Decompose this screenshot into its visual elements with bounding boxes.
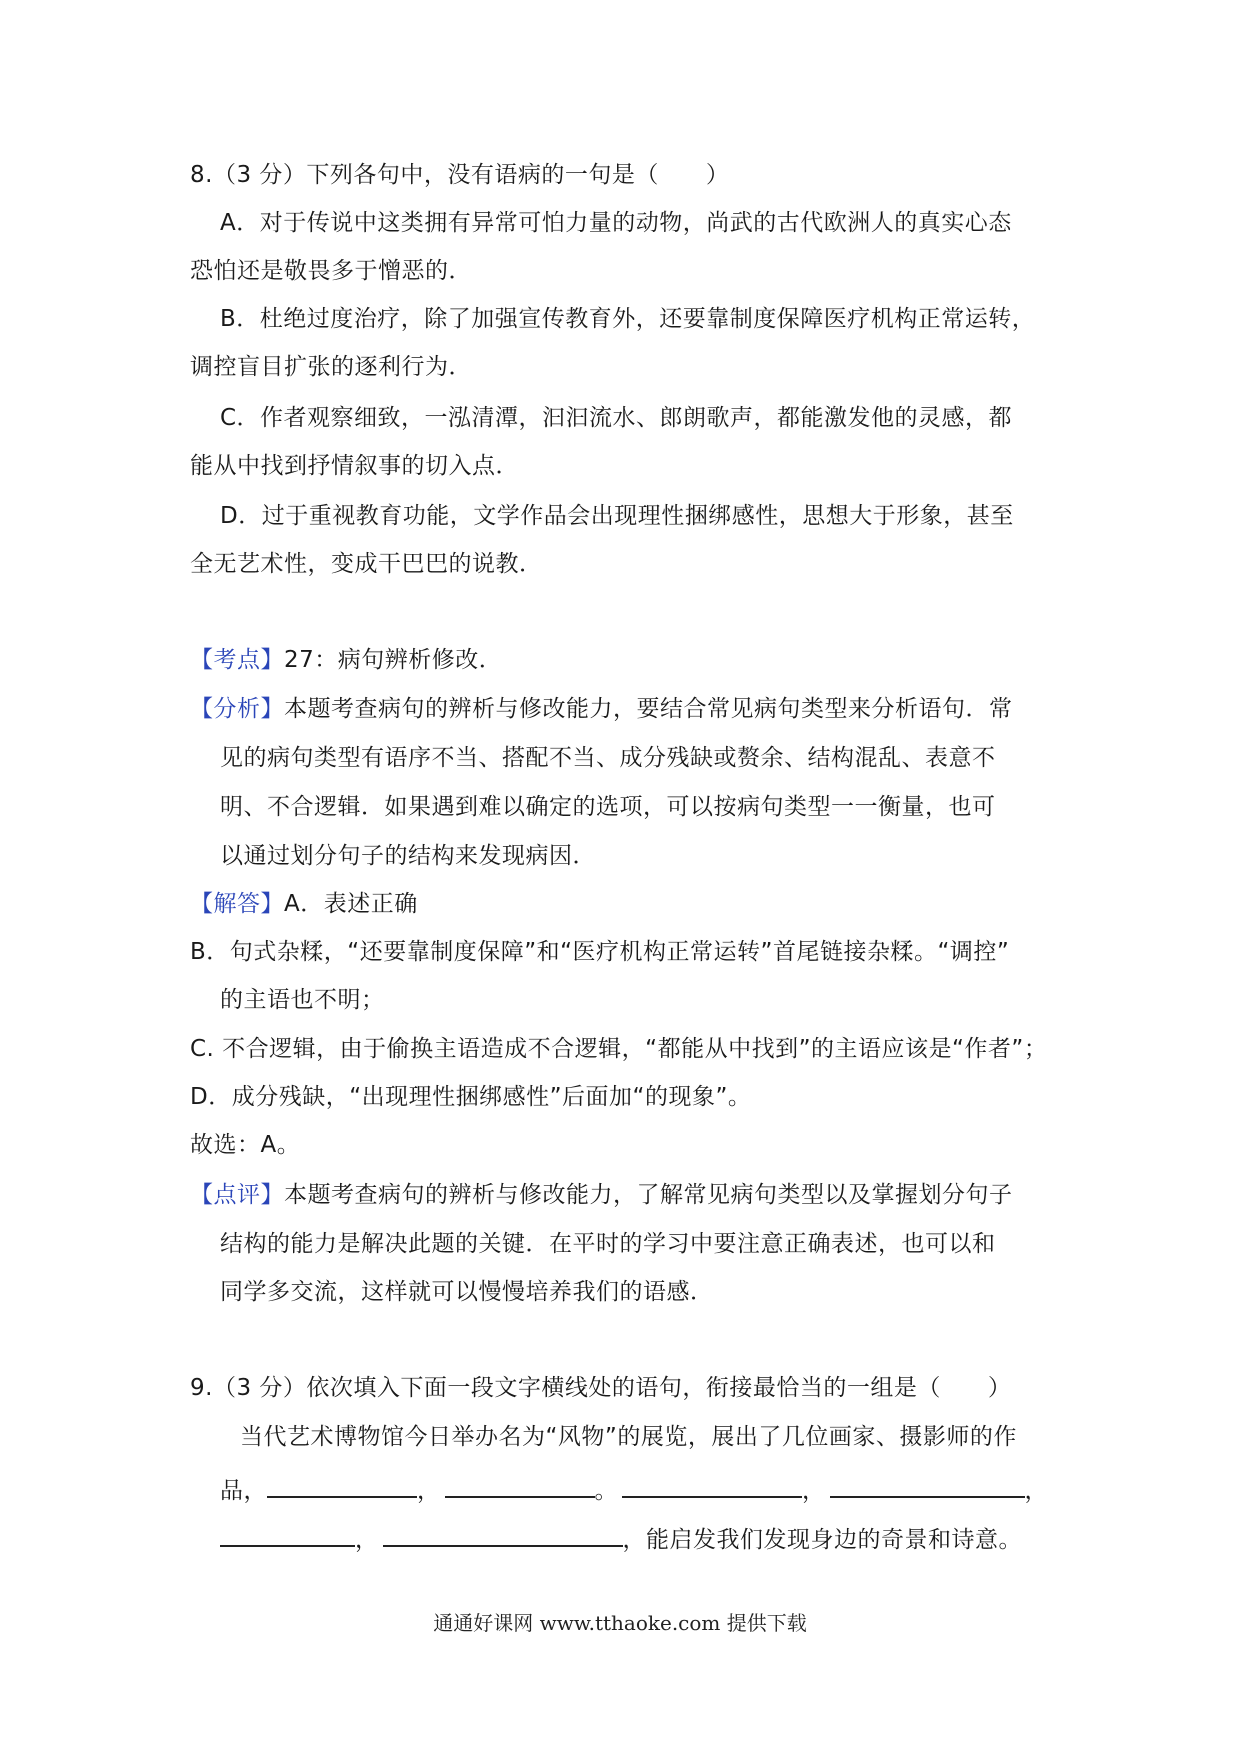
blank-4 bbox=[830, 1472, 1025, 1498]
fenxi-line-4: 以通过划分句子的结构来发现病因． bbox=[220, 843, 596, 869]
sep-comma-3: ， bbox=[1024, 1478, 1048, 1504]
fenxi-line-2: 见的病句类型有语序不当、搭配不当、成分残缺或赘余、结构混乱、表意不 bbox=[220, 745, 996, 771]
fenxi-line-3: 明、不合逻辑．如果遇到难以确定的选项，可以按病句类型一一衡量，也可 bbox=[220, 794, 996, 820]
option-a-line-2: 恐怕还是敬畏多于憎恶的． bbox=[190, 258, 472, 284]
option-b-line-2: 调控盲目扩张的逐利行为． bbox=[190, 354, 472, 380]
option-c-line-2: 能从中找到抒情叙事的切入点． bbox=[190, 453, 519, 479]
option-b-line-1: B．杜绝过度治疗，除了加强宣传教育外，还要靠制度保障医疗机构正常运转， bbox=[220, 306, 1036, 332]
page-footer: 通通好课网 www.tthaoke.com 提供下载 bbox=[433, 1611, 807, 1635]
blank-5 bbox=[220, 1521, 355, 1547]
question-9-paragraph-line-2 bbox=[220, 1472, 1048, 1506]
question-9-stem: 9.（3 分）依次填入下面一段文字横线处的语句，衔接最恰当的一组是（ ） bbox=[190, 1375, 1012, 1401]
blank-2 bbox=[445, 1472, 595, 1498]
dianping-text-1: 本题考查病句的辨析与修改能力，了解常见病句类型以及掌握划分句子 bbox=[284, 1182, 1013, 1208]
kaodian-tag: 【考点】 bbox=[190, 647, 284, 673]
sep-period-1: 。 bbox=[594, 1478, 618, 1504]
kaodian-line bbox=[190, 645, 502, 675]
dianping-line-1 bbox=[190, 1180, 1013, 1210]
blank-3 bbox=[622, 1472, 802, 1498]
paragraph-start: 品， bbox=[220, 1478, 267, 1504]
jieda-c-line: C. 不合逻辑，由于偷换主语造成不合逻辑，“都能从中找到”的主语应该是“作者”； bbox=[190, 1036, 1048, 1062]
option-d-line-1: D．过于重视教育功能，文学作品会出现理性捆绑感性，思想大于形象，甚至 bbox=[220, 503, 1014, 529]
fenxi-text-1: 本题考查病句的辨析与修改能力，要结合常见病句类型来分析语句．常 bbox=[284, 696, 1013, 722]
jieda-b-line-1: B．句式杂糅，“还要靠制度保障”和“医疗机构正常运转”首尾链接杂糅。“调控” bbox=[190, 939, 1010, 965]
dianping-line-3: 同学多交流，这样就可以慢慢培养我们的语感． bbox=[220, 1279, 714, 1305]
sep-comma-1: ， bbox=[417, 1478, 441, 1504]
sep-comma-2: ， bbox=[802, 1478, 826, 1504]
dianping-line-2: 结构的能力是解决此题的关键．在平时的学习中要注意正确表述，也可以和 bbox=[220, 1231, 996, 1257]
jieda-tag: 【解答】 bbox=[190, 891, 284, 917]
question-9-paragraph-line-3 bbox=[220, 1521, 1022, 1555]
paragraph-end: ，能启发我们发现身边的奇景和诗意。 bbox=[622, 1527, 1022, 1553]
kaodian-text: 27：病句辨析修改． bbox=[284, 647, 503, 673]
jieda-b-line-2: 的主语也不明； bbox=[220, 987, 385, 1013]
blank-1 bbox=[267, 1472, 417, 1498]
jieda-d-line: D．成分残缺，“出现理性捆绑感性”后面加“的现象”。 bbox=[190, 1084, 752, 1110]
option-d-line-2: 全无艺术性，变成干巴巴的说教． bbox=[190, 551, 543, 577]
guxuan-line: 故选：A。 bbox=[190, 1132, 301, 1158]
option-a-line-1: A．对于传说中这类拥有异常可怕力量的动物，尚武的古代欧洲人的真实心态 bbox=[220, 210, 1012, 236]
sep-comma-4: ， bbox=[355, 1527, 379, 1553]
jieda-line bbox=[190, 889, 418, 919]
fenxi-tag: 【分析】 bbox=[190, 696, 284, 722]
question-8-stem: 8.（3 分）下列各句中，没有语病的一句是（ ） bbox=[190, 162, 730, 188]
dianping-tag: 【点评】 bbox=[190, 1182, 284, 1208]
jieda-a: A．表述正确 bbox=[284, 891, 418, 917]
question-9-paragraph-line-1: 当代艺术博物馆今日举办名为“风物”的展览，展出了几位画家、摄影师的作 bbox=[240, 1424, 1017, 1450]
blank-6 bbox=[383, 1521, 623, 1547]
option-c-line-1: C．作者观察细致，一泓清潭，汩汩流水、郎朗歌声，都能激发他的灵感，都 bbox=[220, 405, 1013, 431]
fenxi-line-1 bbox=[190, 694, 1013, 724]
